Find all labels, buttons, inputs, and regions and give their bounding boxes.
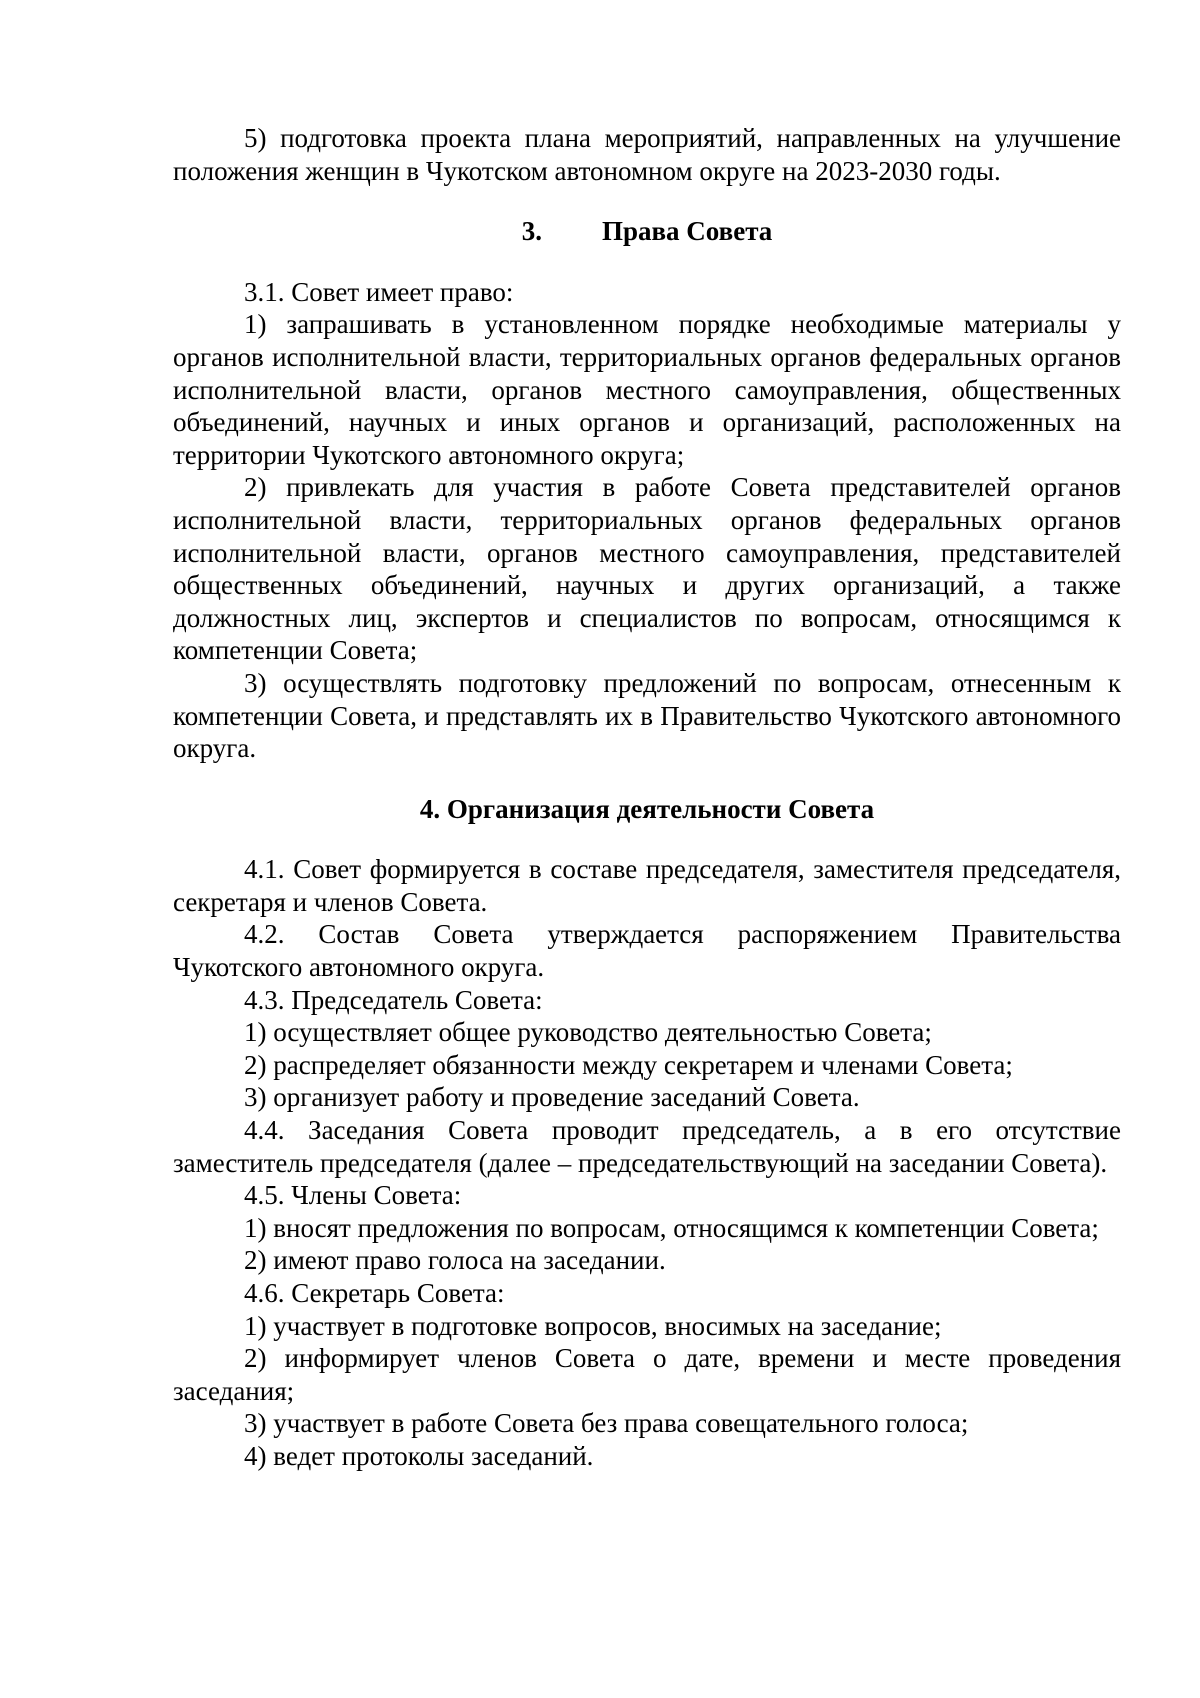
intro-item-5: 5) подготовка проекта плана мероприятий, направленных на улучшение положения женщин в Чукотском автономном округе на 2023-2030 годы.: [173, 123, 1121, 186]
paragraph-4-2: 4.2. Состав Совета утверждается распоряжением Правительства Чукотского автономного округа.: [173, 919, 1121, 983]
paragraph-3-1-item-2: 2) привлекать для участия в работе Совета представителей органов исполнительной власти, территориальных органов федеральных органов исполнительной власти, органов местного самоуправления, представителей общественных объединений, научных и других организаций, а также должностных лиц, экспертов и специалистов по вопросам, относящимся к компетенции Совета;: [173, 472, 1121, 666]
paragraph-4-3-item-1: 1) осуществляет общее руководство деятельностью Совета;: [244, 1017, 932, 1048]
section-3-heading: [173, 215, 1121, 248]
paragraph-4-1: 4.1. Совет формируется в составе председателя, заместителя председателя, секретаря и членов Совета.: [173, 854, 1121, 917]
paragraph-4-3-item-2: 2) распределяет обязанности между секретарем и членами Совета;: [244, 1049, 1013, 1080]
paragraph-4-4: 4.4. Заседания Совета проводит председатель, а в его отсутствие заместитель председателя (далее – председательствующий на заседании Совета).: [173, 1115, 1121, 1178]
paragraph-4-5-item-1: 1) вносят предложения по вопросам, относящимся к компетенции Совета;: [244, 1212, 1099, 1243]
document-page: [173, 122, 1121, 1473]
section-3-number: 3.: [521, 216, 542, 247]
paragraph-4-3-item-3: 3) организует работу и проведение заседаний Совета.: [244, 1082, 860, 1113]
paragraph-3-1-item-3: 3) осуществлять подготовку предложений по вопросам, отнесенным к компетенции Совета, и представлять их в Правительство Чукотского автономного округа.: [173, 667, 1121, 764]
paragraph-3-1-item-1: 1) запрашивать в установленном порядке необходимые материалы у органов исполнительной власти, территориальных органов федеральных органов исполнительной власти, органов местного самоуправления, общественных объединений, научных и иных органов и организаций, расположенных на территории Чукотского автономного округа;: [173, 309, 1121, 470]
section-4-heading: 4. Организация деятельности Совета: [419, 793, 875, 824]
section-3-title: Права Совета: [601, 216, 773, 247]
paragraph-4-5: 4.5. Члены Совета:: [244, 1180, 462, 1211]
paragraph-4-6-item-3: 3) участвует в работе Совета без права совещательного голоса;: [244, 1408, 969, 1439]
paragraph-4-5-item-2: 2) имеют право голоса на заседании.: [244, 1245, 666, 1276]
paragraph-4-6-item-1: 1) участвует в подготовке вопросов, вносимых на заседание;: [244, 1310, 942, 1341]
paragraph-4-6-item-2: 2) информирует членов Совета о дате, времени и месте проведения заседания;: [173, 1343, 1121, 1406]
paragraph-4-6-item-4: 4) ведет протоколы заседаний.: [244, 1440, 594, 1471]
paragraph-4-6: 4.6. Секретарь Совета:: [244, 1278, 505, 1308]
paragraph-3-1: 3.1. Совет имеет право:: [244, 276, 514, 307]
paragraph-4-3: 4.3. Председатель Совета:: [244, 984, 543, 1015]
